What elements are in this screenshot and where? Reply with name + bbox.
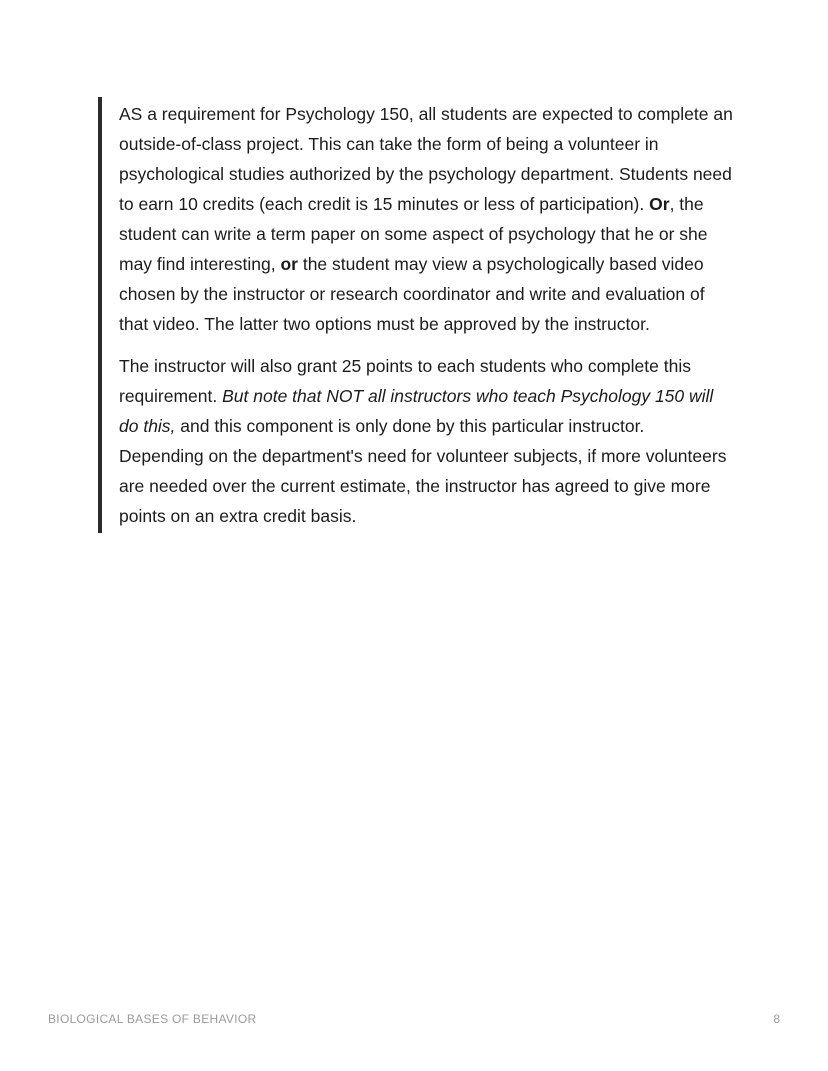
text-segment: The instructor will also grant 25 points to each students who complete this requirement. <box>119 356 691 406</box>
text-segment: Or <box>649 194 670 214</box>
text-segment: and this component is only done by this particular instructor. Depending on the department's need for volunteer subjects, if more volunteers are needed over the current estimate, the instructor has agreed to give more points on an extra credit basis. <box>119 416 727 526</box>
blockquote <box>98 97 733 533</box>
footer-running-head: BIOLOGICAL BASES OF BEHAVIOR <box>48 1012 257 1026</box>
text-segment: the student may view a psychologically based video chosen by the instructor or research coordinator and write and evaluation of that video. The latter two options must be approved by the instructor. <box>119 254 705 334</box>
page-footer <box>48 1011 780 1027</box>
text-segment: But note that NOT all instructors who teach Psychology 150 will do this, <box>119 386 714 436</box>
text-segment: or <box>280 254 298 274</box>
text-segment: AS a requirement for Psychology 150, all students are expected to complete an outside-of-class project. This can take the form of being a volunteer in psychological studies authorized by the psychology department. Students need to earn 10 credits (each credit is 15 minutes or less of participation). <box>119 104 733 214</box>
paragraph <box>119 99 733 339</box>
page-number: 8 <box>773 1012 780 1026</box>
text-segment: , the student can write a term paper on some aspect of psychology that he or she may find interesting, <box>119 194 708 274</box>
paragraph <box>119 351 733 531</box>
